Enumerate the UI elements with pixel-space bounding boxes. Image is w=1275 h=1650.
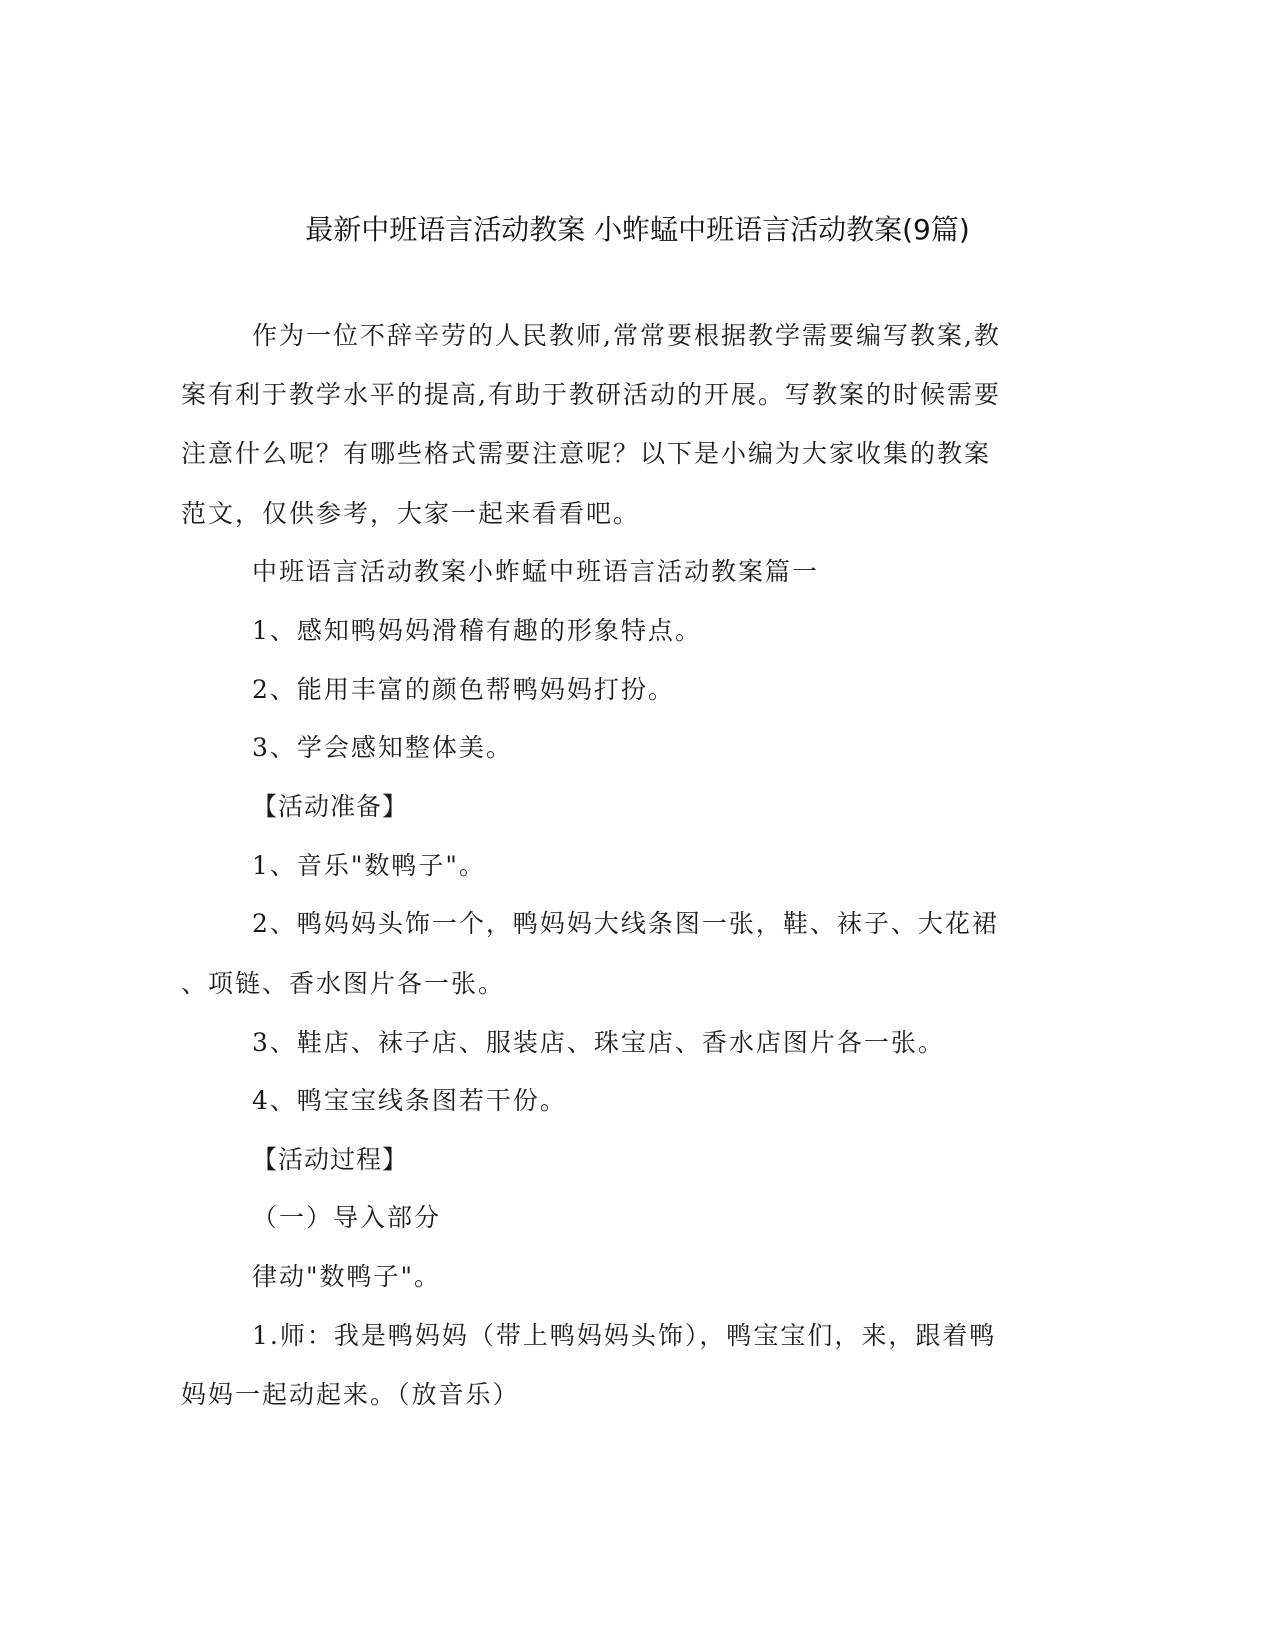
subsection-heading: （一）导入部分 bbox=[252, 1203, 442, 1232]
list-item: 4、鸭宝宝线条图若干份。 bbox=[252, 1086, 567, 1115]
list-item: 3、鞋店、袜子店、服装店、珠宝店、香水店图片各一张。 bbox=[252, 1028, 945, 1057]
list-item: 1、音乐"数鸭子"。 bbox=[252, 851, 486, 880]
section-heading-process: 【活动过程】 bbox=[252, 1145, 409, 1174]
list-item: 2、能用丰富的颜色帮鸭妈妈打扮。 bbox=[252, 675, 675, 704]
paragraph-line: 作为一位不辞辛劳的人民教师,常常要根据教学需要编写教案,教 bbox=[252, 321, 1001, 350]
list-item: 3、学会感知整体美。 bbox=[252, 733, 513, 762]
paragraph-line: 范文，仅供参考，大家一起来看看吧。 bbox=[181, 499, 641, 528]
paragraph-line: 注意什么呢？有哪些格式需要注意呢？以下是小编为大家收集的教案 bbox=[181, 439, 992, 468]
list-item: 2、鸭妈妈头饰一个，鸭妈妈大线条图一张，鞋、袜子、大花裙 bbox=[252, 909, 999, 938]
list-item-continuation: 、项链、香水图片各一张。 bbox=[181, 969, 506, 998]
paragraph-line: 妈妈一起动起来。（放音乐） bbox=[181, 1380, 520, 1409]
list-item: 1、感知鸭妈妈滑稽有趣的形象特点。 bbox=[252, 616, 702, 645]
document-title: 最新中班语言活动教案 小蚱蜢中班语言活动教案(9篇) bbox=[305, 213, 970, 246]
section-heading-preparation: 【活动准备】 bbox=[252, 792, 409, 821]
paragraph-line: 案有利于教学水平的提高,有助于教研活动的开展。写教案的时候需要 bbox=[181, 380, 1001, 409]
paragraph-line: 1.师：我是鸭妈妈（带上鸭妈妈头饰），鸭宝宝们，来，跟着鸭 bbox=[252, 1321, 997, 1350]
lesson-heading: 中班语言活动教案小蚱蜢中班语言活动教案篇一 bbox=[252, 557, 820, 586]
paragraph-line: 律动"数鸭子"。 bbox=[252, 1262, 441, 1291]
